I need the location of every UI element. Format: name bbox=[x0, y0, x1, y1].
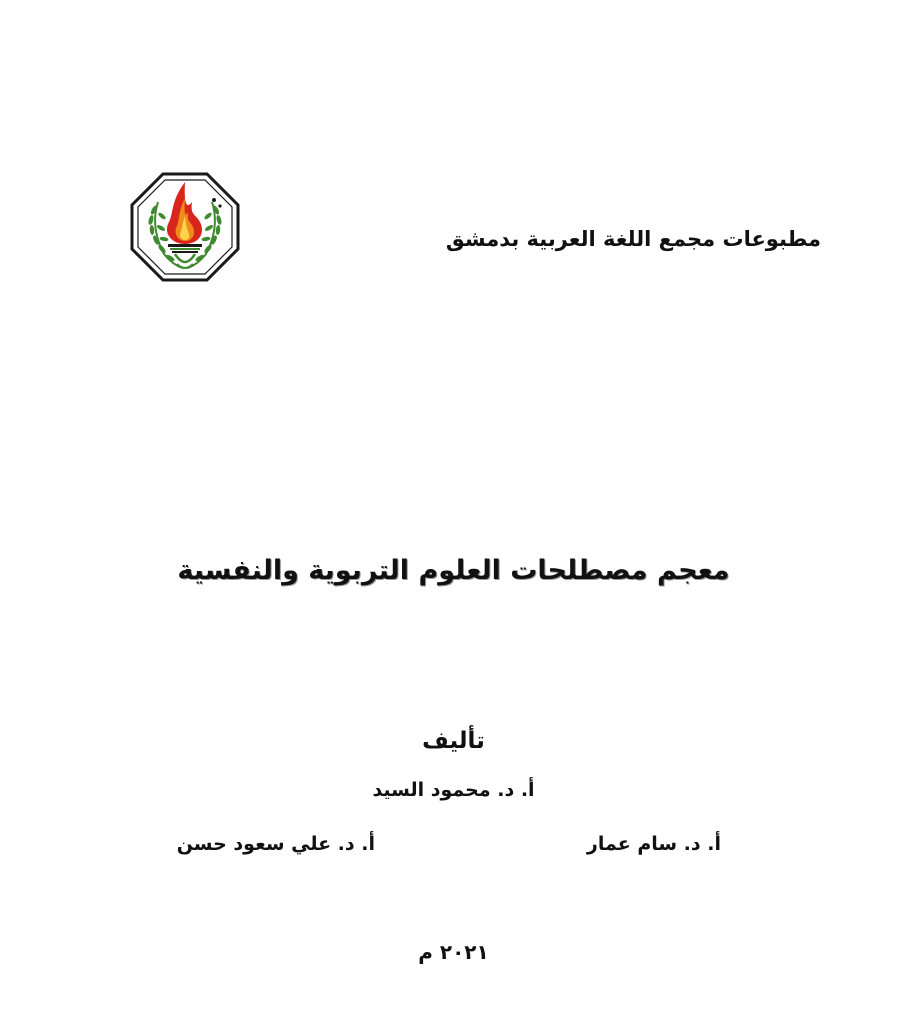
publication-year: ٢٠٢١ م bbox=[418, 940, 489, 964]
academy-emblem-icon bbox=[130, 172, 240, 282]
authorship-label: تأليف bbox=[422, 728, 485, 754]
author-mahmoud-al-sayed: أ. د. محمود السيد bbox=[372, 779, 535, 801]
book-title: معجم مصطلحات العلوم التربوية والنفسية bbox=[177, 555, 730, 586]
publisher-line: مطبوعات مجمع اللغة العربية بدمشق bbox=[445, 227, 821, 251]
author-ali-saoud-hassan: أ. د. علي سعود حسن bbox=[176, 833, 375, 855]
author-sam-ammar: أ. د. سام عمار bbox=[586, 833, 721, 855]
